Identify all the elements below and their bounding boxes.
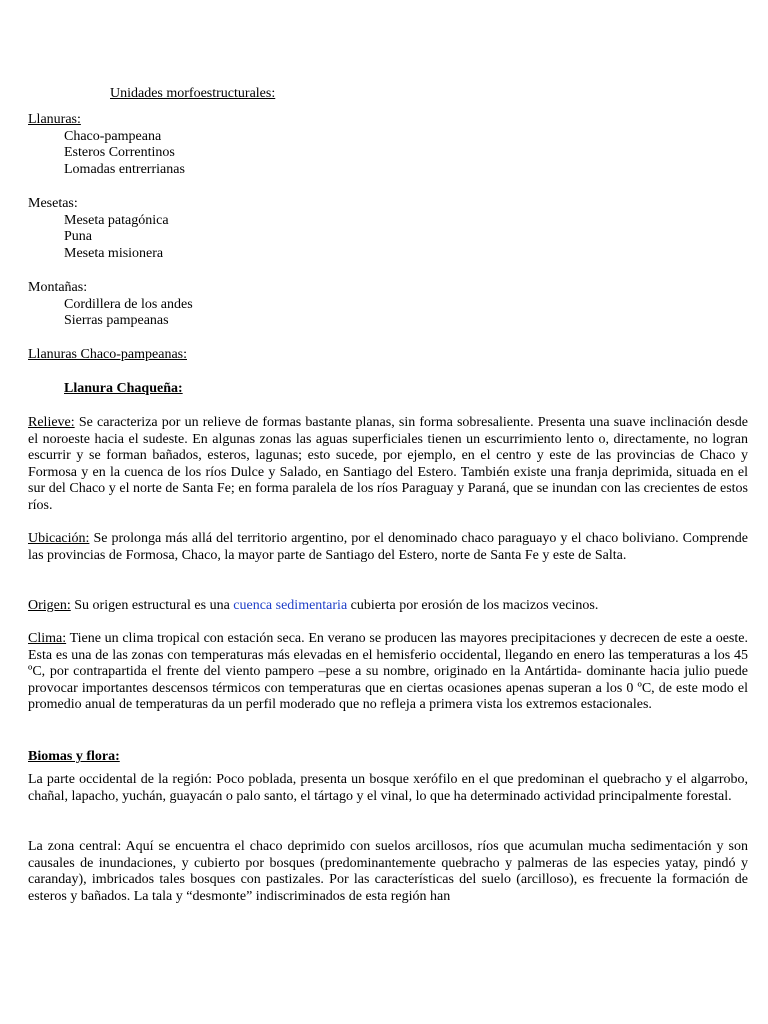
- chaco-pampeanas-heading: Llanuras Chaco-pampeanas:: [28, 347, 187, 362]
- mesetas-section: [28, 196, 748, 262]
- relieve-paragraph: [28, 415, 748, 515]
- list-item: Sierras pampeanas: [64, 313, 169, 329]
- list-item: Meseta patagónica: [64, 212, 169, 228]
- list-item: Meseta misionera: [64, 245, 164, 261]
- relieve-label: Relieve:: [28, 415, 75, 430]
- list-item: Chaco-pampeana: [64, 128, 162, 144]
- chaquena-heading: Llanura Chaqueña:: [64, 381, 183, 396]
- central-paragraph: La zona central: Aquí se encuentra el chaco deprimido con suelos arcillosos, ríos que acumulan mucha sedimentación y son causales de inundaciones, y cubierto por bosques (predominantemente quebracho y palmeras de las especies yatay, pindó y caranday), imbricados tales bosques con pastizales. Por las características del suelo (arcilloso), es frecuente la formación de esteros y bañados. La tala y “desmonte” indiscriminados de esta región han: [28, 839, 748, 904]
- relieve-text: Se caracteriza por un relieve de formas bastante planas, sin forma sobresaliente. Presenta una suave inclinación desde el noroeste hacia el sudeste. En algunas zonas las aguas superficiales tienen un escurrimiento lento o, directamente, no logran escurrir y se forman bañados, esteros, lagunas; esto sucede, por ejemplo, en el centro y este de las provincias de Chaco y Formosa y en la cuenca de los ríos Dulce y Salado, en Santiago del Estero. También existe una franja deprimida, situada en el sur del Chaco y el norte de Santa Fe; en forma paralela de los ríos Paraguay y Paraná, que se inundan con las crecientes de estos ríos.: [28, 415, 748, 513]
- mesetas-heading: Mesetas:: [28, 196, 78, 211]
- list-item: Esteros Correntinos: [64, 145, 175, 161]
- ubicacion-label: Ubicación:: [28, 531, 90, 546]
- llanuras-heading: Llanuras:: [28, 112, 81, 127]
- clima-text: Tiene un clima tropical con estación seca. En verano se producen las mayores precipitaciones y decrecen de este a oeste. Esta es una de las zonas con temperaturas más elevadas en el hemisferio occidental, llegando en enero las temperaturas a los 45 ºC, por contrapartida el frente del viento pampero –pese a su nombre, originado en la Antártida- dominante hacia julio puede provocar importantes descensos térmicos con temperaturas que en ciertas ocasiones apenas superan a los 0 ºC, de este modo el promedio anual de temperaturas da un perfil moderado que no refleja a primera vista los extremos estacionales.: [28, 631, 748, 713]
- clima-paragraph: [28, 631, 748, 714]
- clima-label: Clima:: [28, 631, 67, 646]
- origen-paragraph: Origen: Su origen estructural es una cuenca sedimentaria cubierta por erosión de los macizos vecinos.: [28, 598, 599, 613]
- document-title: Unidades morfoestructurales:: [110, 86, 276, 101]
- cuenca-sedimentaria-link[interactable]: cuenca sedimentaria: [233, 598, 348, 613]
- ubicacion-paragraph: [28, 531, 748, 564]
- montanas-section: [28, 280, 748, 330]
- biomas-heading: Biomas y flora:: [28, 749, 120, 764]
- list-item: Cordillera de los andes: [64, 296, 193, 312]
- llanuras-section: [28, 112, 748, 178]
- occidental-paragraph: La parte occidental de la región: Poco poblada, presenta un bosque xerófilo en el que predominan el quebracho y el algarrobo, chañal, lapacho, yuchán, guayacán o palo santo, el tártago y el vinal, lo que ha determinado actividad principalmente forestal.: [28, 772, 748, 804]
- list-item: Puna: [64, 229, 92, 245]
- ubicacion-text: Se prolonga más allá del territorio argentino, por el denominado chaco paraguayo y el chaco boliviano. Comprende las provincias de Formosa, Chaco, la mayor parte de Santiago del Estero, norte de Santa Fe y este de Salta.: [28, 531, 748, 563]
- list-item: Lomadas entrerrianas: [64, 161, 185, 177]
- origen-label: Origen:: [28, 598, 71, 613]
- montanas-heading: Montañas:: [28, 280, 88, 295]
